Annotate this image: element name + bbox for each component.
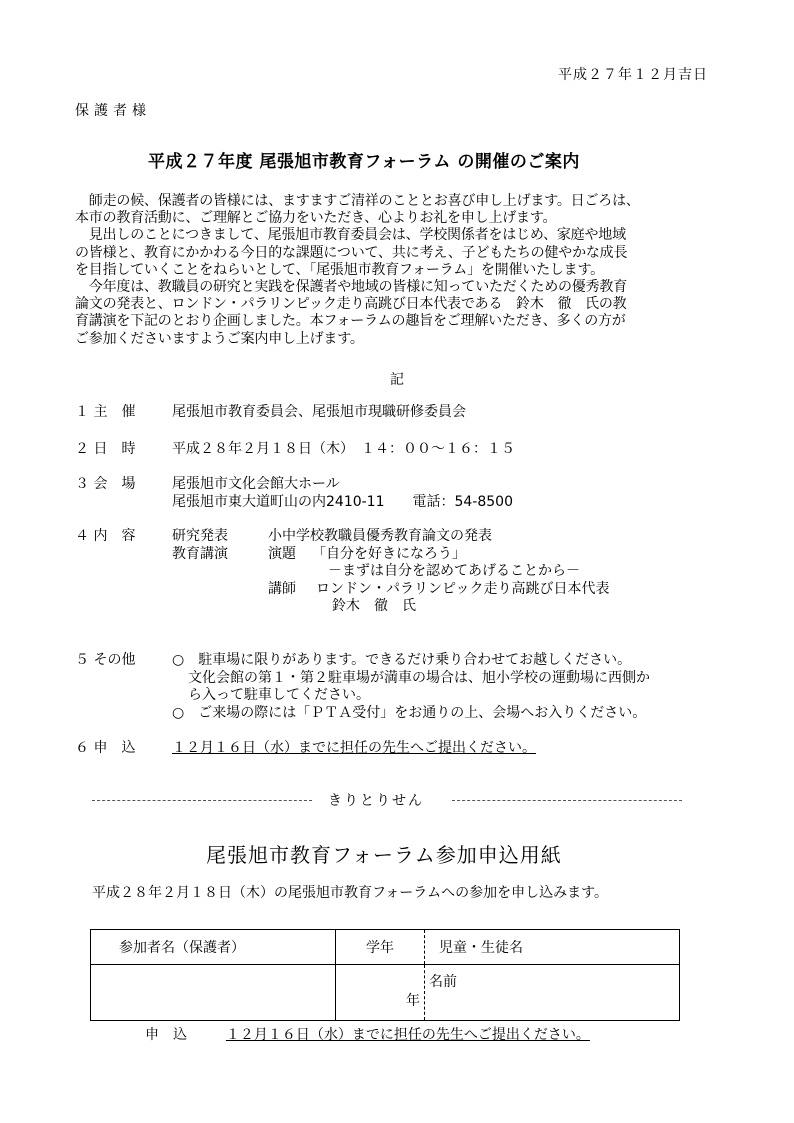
speaker-name: 鈴木 徹 氏 (332, 598, 416, 614)
parking-note-cont: 文化会館の第１・第２駐車場が満車の場合は、旭小学校の運動場に西側か (188, 669, 650, 686)
cut-line-left (92, 800, 312, 801)
body-line: ご参加くださいますようご案内申し上げます。 (75, 330, 364, 347)
cut-line-right (452, 800, 682, 801)
theme-label: 演題 (268, 545, 296, 562)
grade-field[interactable] (336, 965, 425, 1021)
notice-title: 平成２７年度 尾張旭市教育フォーラム の開催のご案内 (148, 152, 580, 172)
body-line: 今年度は、教職員の研究と実践を保護者や地域の皆様に知っていただくための優秀教育 (75, 279, 627, 296)
reception-note: ○ ご来場の際には「ＰＴＡ受付」をお通りの上、会場へお入りください。 (172, 704, 647, 721)
research-value: 小中学校教職員優秀教育論文の発表 (268, 528, 492, 544)
footer-deadline: １２月１６日（水）までに担任の先生へご提出ください。 (225, 1027, 590, 1043)
item-label: ２ 日 時 (75, 441, 136, 457)
parking-note: ○ 駐車場に限りがあります。できるだけ乗り合わせてお越しください。 (172, 652, 632, 668)
addressee: 保護者様 (75, 103, 151, 119)
item-label: １ 主 催 (75, 404, 136, 420)
form-lead: 平成２８年２月１８日（木）の尾張旭市教育フォーラムへの参加を申し込みます。 (92, 885, 609, 901)
application-table (90, 929, 680, 1021)
grade-header: 学年 (336, 930, 425, 965)
body-line: 見出しのことにつきまして、尾張旭市教育委員会は、学校関係者をはじめ、家庭や地域 (75, 227, 626, 244)
item-label: ３ 会 場 (75, 476, 136, 492)
grade-suffix: 年 (406, 993, 420, 1009)
body-line: を目指していくことをねらいとして、「尾張旭市教育フォーラム」を開催いたします。 (75, 261, 604, 278)
theme-subtitle: －まずは自分を認めてあげることから－ (328, 563, 580, 579)
cut-line-label: きりとりせん (328, 793, 424, 809)
footer-label: 申 込 (145, 1027, 187, 1043)
student-name-field[interactable] (425, 965, 680, 1021)
name-label: 名前 (429, 974, 457, 990)
item-value: 尾張旭市教育委員会、尾張旭市現職研修委員会 (172, 404, 466, 420)
body-line: 本市の教育活動に、ご理解とご協力をいただき、心よりお礼を申し上げます。 (75, 210, 557, 227)
guardian-header: 参加者名（保護者） (91, 930, 336, 965)
form-footer (145, 1027, 590, 1044)
issue-date: 平成２７年１２月吉日 (558, 67, 708, 83)
ki-heading: 記 (390, 372, 404, 388)
speaker-label: 講師 (268, 580, 296, 597)
theme-value: 「自分を好きになろう」 (312, 545, 466, 562)
speaker-title: ロンドン・パラリンピック走り高跳び日本代表 (316, 580, 610, 597)
body-line: 論文の発表と、ロンドン・パラリンピック走り高跳び日本代表である 鈴木 徹 氏の教 (75, 296, 627, 313)
form-title: 尾張旭市教育フォーラム参加申込用紙 (206, 843, 562, 867)
body-line: 師走の候、保護者の皆様には、ますますご清祥のこととお喜び申し上げます。日ごろは、 (75, 193, 640, 209)
venue-name: 尾張旭市文化会館大ホール (172, 476, 340, 492)
apply-deadline: １２月１６日（水）までに担任の先生へご提出ください。 (172, 740, 536, 756)
item-label: ６ 申 込 (75, 740, 136, 756)
item-value: 平成２８年２月１８日（木） １４：００～１６：１５ (172, 441, 515, 457)
parking-note-cont: ら入って駐車してください。 (188, 687, 370, 703)
venue-address: 尾張旭市東大道町山の内2410-11 電話：54-8500 (172, 494, 513, 510)
item-label: ５ その他 (75, 652, 136, 668)
body-line: 育講演を下記のとおり企画しました。本フォーラムの趣旨をご理解いただき、多くの方が (75, 313, 626, 330)
lecture-label: 教育講演 (172, 545, 228, 562)
notice-body (75, 193, 725, 348)
item-label: ４ 内 容 (75, 528, 136, 544)
research-label: 研究発表 (172, 528, 228, 544)
student-header: 児童・生徒名 (425, 930, 680, 965)
body-line: の皆様と、教育にかかわる今日的な課題について、共に考え、子どもたちの健やかな成長 (75, 244, 628, 261)
guardian-name-field[interactable] (91, 965, 336, 1021)
